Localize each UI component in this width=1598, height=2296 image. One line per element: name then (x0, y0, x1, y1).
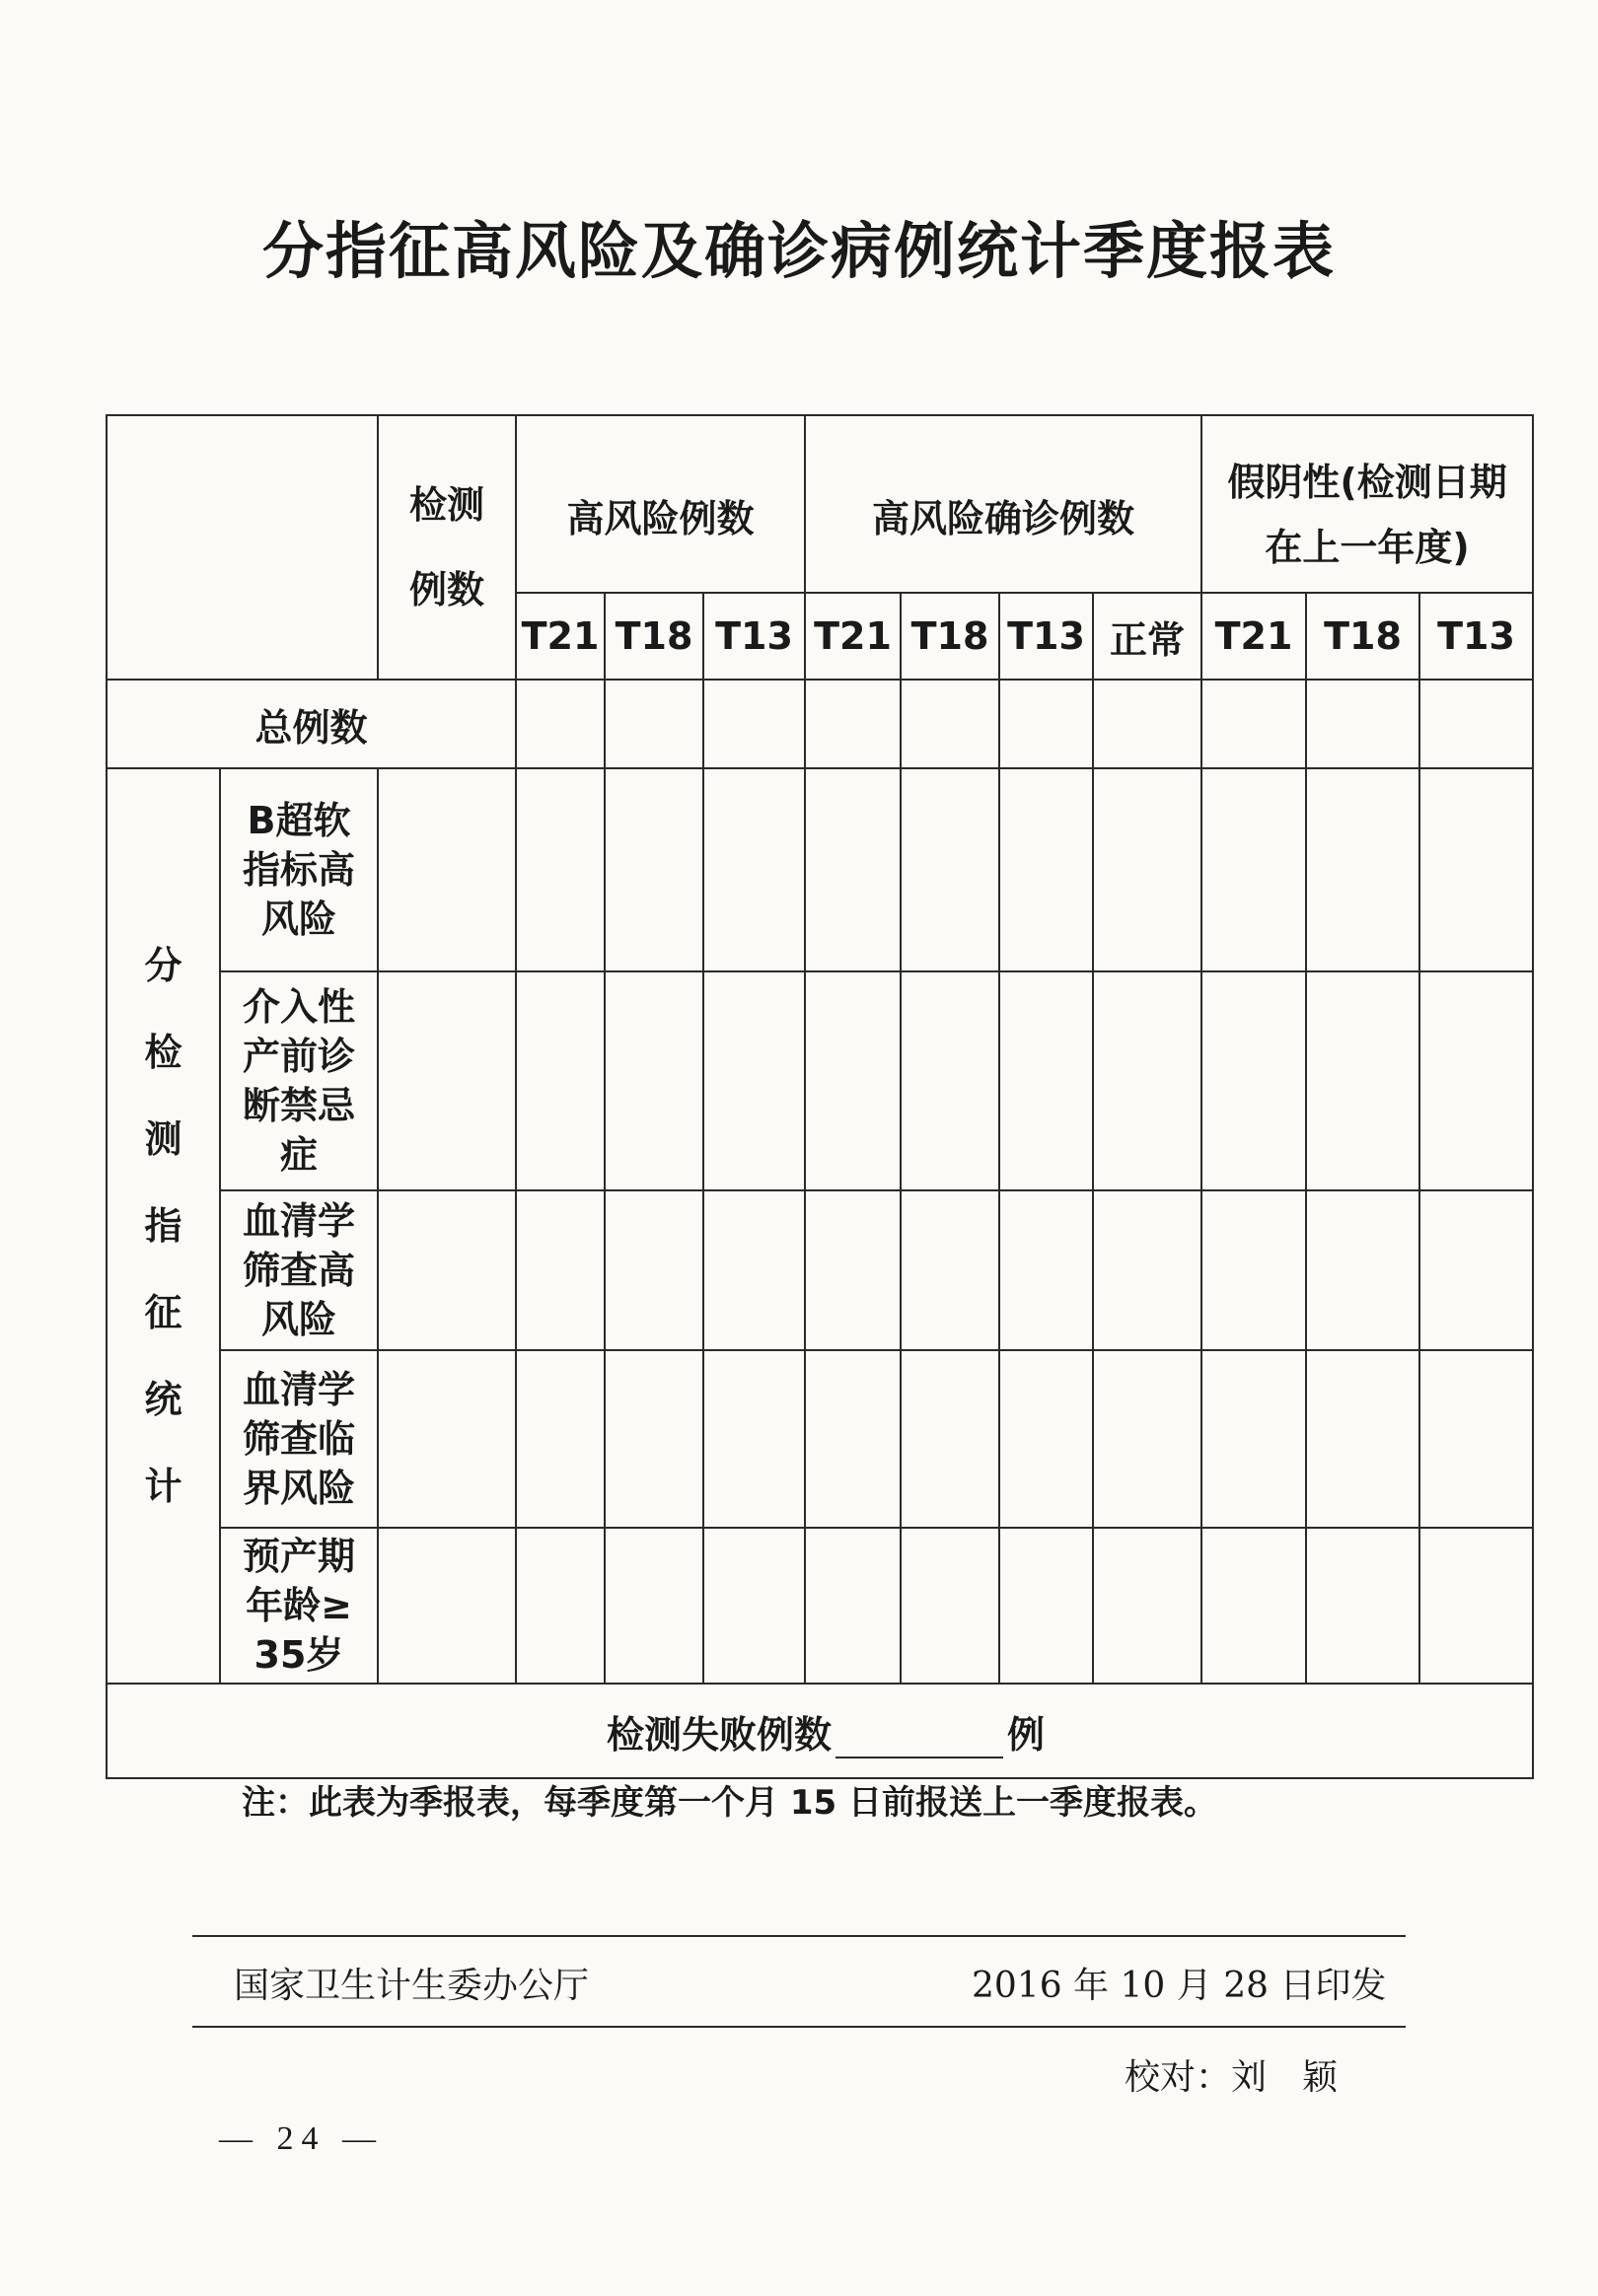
data-cell (1306, 1350, 1419, 1528)
data-cell (1419, 680, 1533, 768)
subheader-cell: T21 (516, 593, 605, 680)
total-row-label: 总例数 (107, 680, 516, 768)
data-cell (901, 768, 999, 971)
data-cell (703, 768, 805, 971)
data-cell (805, 768, 901, 971)
data-cell (1093, 768, 1201, 971)
subheader-cell: T18 (901, 593, 999, 680)
data-cell (999, 768, 1093, 971)
sub-row (107, 971, 1533, 1190)
report-table (106, 414, 1534, 1779)
failure-label: 检测失败例数 (607, 1712, 833, 1757)
data-cell (605, 680, 703, 768)
data-cell (1419, 1350, 1533, 1528)
header-confirmed: 高风险确诊例数 (805, 415, 1201, 593)
data-cell (805, 1190, 901, 1350)
data-cell (703, 680, 805, 768)
data-cell (999, 1528, 1093, 1684)
data-cell (703, 1190, 805, 1350)
sub-row-label: 介入性产前诊断禁忌症 (220, 971, 378, 1190)
failure-unit: 例 (1007, 1712, 1046, 1757)
data-cell (1419, 971, 1533, 1190)
data-cell (703, 971, 805, 1190)
data-cell (1306, 1528, 1419, 1684)
sub-row-label: B超软指标高风险 (220, 768, 378, 971)
data-cell (516, 971, 605, 1190)
data-cell (605, 1190, 703, 1350)
data-cell (999, 680, 1093, 768)
data-cell (1201, 680, 1306, 768)
data-cell (805, 1350, 901, 1528)
data-cell (1306, 768, 1419, 971)
data-cell (901, 1528, 999, 1684)
header-test-count: 检测例数 (378, 415, 516, 680)
data-cell (1201, 1350, 1306, 1528)
data-cell (605, 971, 703, 1190)
data-cell (378, 1528, 516, 1684)
failure-blank-field[interactable] (835, 1721, 1003, 1758)
header-row (107, 415, 1533, 593)
data-cell (999, 971, 1093, 1190)
sub-row (107, 768, 1533, 971)
data-cell (516, 768, 605, 971)
data-cell (901, 1350, 999, 1528)
subheader-cell: T13 (703, 593, 805, 680)
header-corner-cell (107, 415, 378, 680)
data-cell (378, 1350, 516, 1528)
data-cell (1093, 1190, 1201, 1350)
data-cell (901, 971, 999, 1190)
failure-row (107, 1684, 1533, 1778)
header-high-risk: 高风险例数 (516, 415, 805, 593)
data-cell (1093, 1350, 1201, 1528)
data-cell (999, 1190, 1093, 1350)
subheader-cell: T21 (1201, 593, 1306, 680)
footer-date: 2016 年 10 月 28 日印发 (972, 1966, 1387, 2006)
data-cell (516, 1190, 605, 1350)
failure-cell (107, 1684, 1533, 1778)
data-cell (516, 1528, 605, 1684)
sub-row-label: 血清学筛查高风险 (220, 1190, 378, 1350)
data-cell (1201, 1528, 1306, 1684)
data-cell (605, 1528, 703, 1684)
data-cell (703, 1528, 805, 1684)
data-cell (805, 1528, 901, 1684)
footer-issuer: 国家卫生计生委办公厅 (234, 1966, 590, 2006)
section-label: 分检测指征统计 (107, 768, 220, 1684)
data-cell (1093, 1528, 1201, 1684)
data-cell (1093, 680, 1201, 768)
data-cell (1419, 1190, 1533, 1350)
sub-row (107, 1350, 1533, 1528)
data-cell (901, 680, 999, 768)
data-cell (378, 768, 516, 971)
data-cell (703, 1350, 805, 1528)
footer-bottom-rule (192, 2026, 1406, 2028)
data-cell (378, 971, 516, 1190)
sub-row (107, 1190, 1533, 1350)
header-false-negative: 假阴性(检测日期在上一年度) (1201, 415, 1533, 593)
data-cell (605, 768, 703, 971)
data-cell (1306, 680, 1419, 768)
page-number: — 24 — (219, 2120, 384, 2157)
footer-proofreader: 校对：刘 颖 (1125, 2057, 1339, 2098)
data-cell (901, 1190, 999, 1350)
data-cell (1419, 768, 1533, 971)
subheader-cell: T21 (805, 593, 901, 680)
data-cell (805, 680, 901, 768)
sub-row (107, 1528, 1533, 1684)
data-cell (1306, 1190, 1419, 1350)
data-cell (1419, 1528, 1533, 1684)
subheader-cell: T18 (1306, 593, 1419, 680)
footer-top-rule (192, 1935, 1406, 1937)
data-cell (378, 1190, 516, 1350)
subheader-cell: T13 (999, 593, 1093, 680)
data-cell (1201, 768, 1306, 971)
data-cell (1201, 971, 1306, 1190)
data-cell (1306, 971, 1419, 1190)
subheader-cell: T13 (1419, 593, 1533, 680)
subheader-cell: 正常 (1093, 593, 1201, 680)
sub-row-label: 预产期年龄≥35岁 (220, 1528, 378, 1684)
total-row (107, 680, 1533, 768)
page-title: 分指征高风险及确诊病例统计季度报表 (261, 215, 1336, 287)
data-cell (516, 1350, 605, 1528)
sub-row-label: 血清学筛查临界风险 (220, 1350, 378, 1528)
data-cell (1093, 971, 1201, 1190)
data-cell (516, 680, 605, 768)
table-note: 注：此表为季报表，每季度第一个月 15 日前报送上一季度报表。 (242, 1783, 1217, 1823)
data-cell (805, 971, 901, 1190)
data-cell (605, 1350, 703, 1528)
data-cell (999, 1350, 1093, 1528)
subheader-cell: T18 (605, 593, 703, 680)
data-cell (1201, 1190, 1306, 1350)
